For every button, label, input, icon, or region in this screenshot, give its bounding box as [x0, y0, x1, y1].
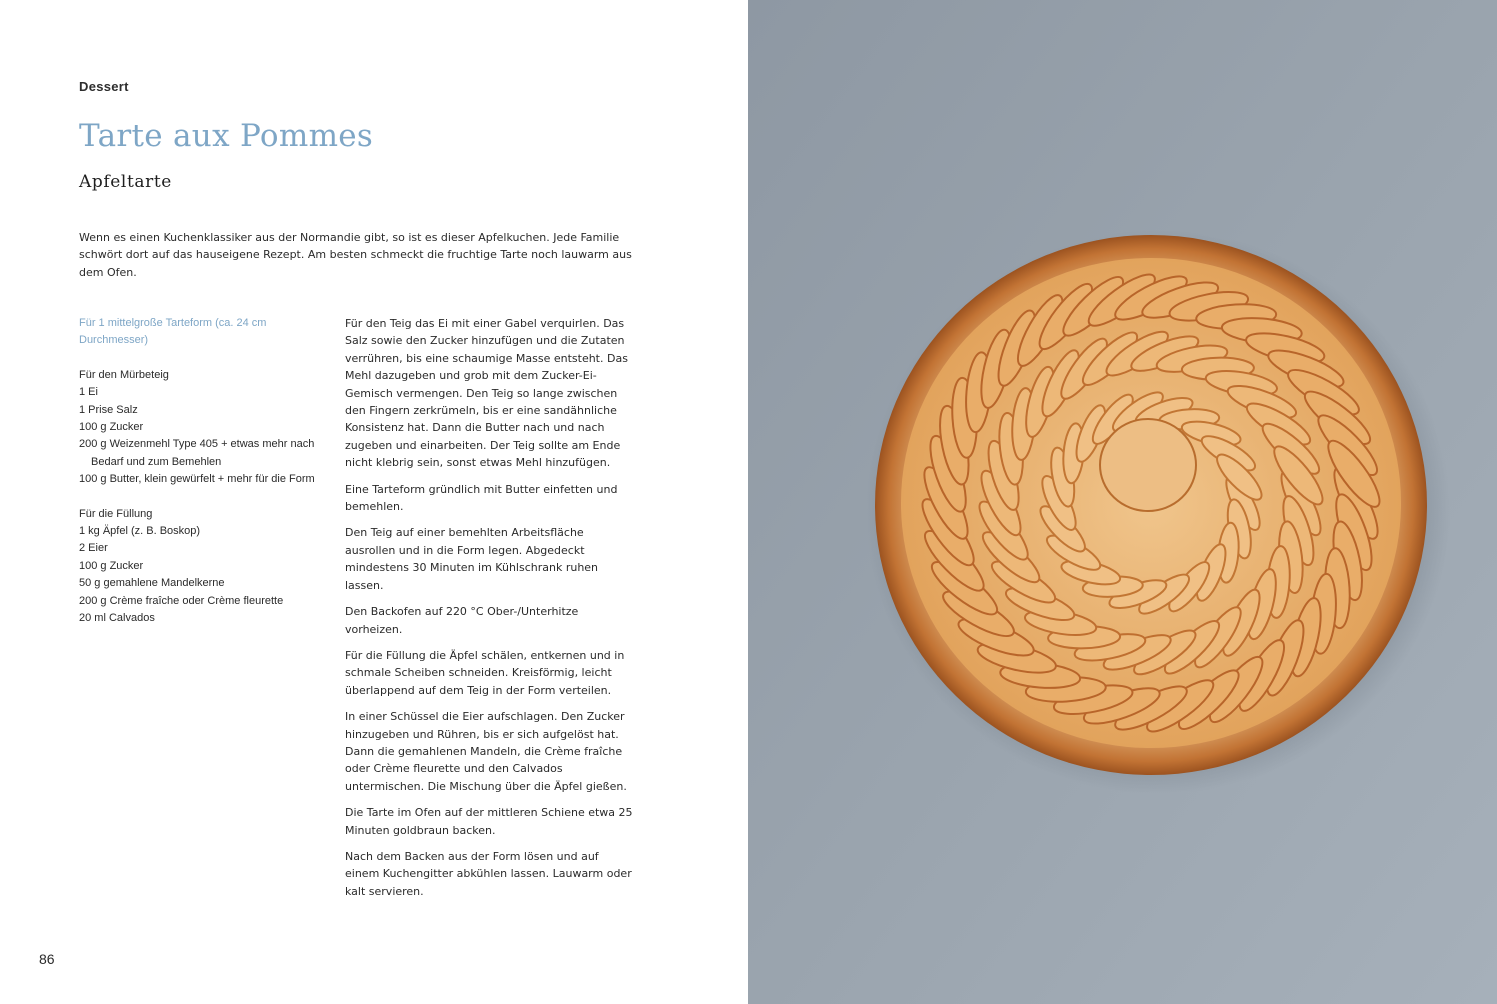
ingredient-item: 20 ml Calvados: [79, 612, 155, 625]
tarte-photo: [748, 0, 1497, 1004]
ingredient-group-filling: [79, 506, 329, 628]
recipe-title: Tarte aux Pommes: [79, 118, 374, 154]
method-step: Den Teig auf einer bemehlten Arbeitsfläche ausrollen und in die Form legen. Abgedeckt mindestens 30 Minuten im Kühlschrank ruhen lassen.: [345, 526, 599, 592]
recipe-category: Dessert: [79, 79, 129, 94]
method-step: In einer Schüssel die Eier aufschlagen. Den Zucker hinzugeben und Rühren, bis er sich aufgelöst hat. Dann die gemahlenen Mandeln, die Crème fraîche oder Crème fleurette und den Calvados untermischen. Die Mischung über die Äpfel gießen.: [345, 710, 627, 793]
ingredient-item: 200 g Weizenmehl Type 405 + etwas mehr nach Bedarf und zum Bemehlen: [79, 438, 315, 468]
recipe-intro: Wenn es einen Kuchenklassiker aus der Normandie gibt, so ist es dieser Apfelkuchen. Jede Familie schwört dort auf das hauseigene Rezept. Am besten schmeckt die fruchtige Tarte noch lauwarm aus dem Ofen.: [79, 231, 632, 279]
ingredient-item: 1 kg Äpfel (z. B. Boskop): [79, 525, 201, 538]
ingredient-item: 50 g gemahlene Mandelkerne: [79, 577, 225, 590]
method-step: Die Tarte im Ofen auf der mittleren Schiene etwa 25 Minuten goldbraun backen.: [345, 806, 633, 837]
ingredients-column: [79, 315, 329, 628]
ingredient-group-dough: [79, 367, 329, 489]
ingredient-item: 200 g Crème fraîche oder Crème fleurette: [79, 594, 284, 607]
recipe-subtitle: Apfeltarte: [79, 172, 172, 192]
method-column: [345, 315, 633, 909]
method-step: Den Backofen auf 220 °C Ober-/Unterhitze vorheizen.: [345, 605, 579, 636]
ingredient-item: 100 g Butter, klein gewürfelt + mehr für die Form: [79, 473, 315, 486]
ingredients-heading: Für 1 mittelgroße Tarteform (ca. 24 cm Durchmesser): [79, 317, 267, 347]
ingredient-item: 100 g Zucker: [79, 421, 144, 434]
tarte-center-rosette: [1100, 419, 1196, 511]
tarte-photo-illustration: [748, 0, 1497, 1004]
method-step: Für die Füllung die Äpfel schälen, entkernen und in schmale Scheiben schneiden. Kreisförmig, leicht überlappend auf dem Teig in der Form verteilen.: [345, 648, 625, 697]
ingredient-item: 100 g Zucker: [79, 559, 144, 572]
left-page: [0, 0, 748, 1004]
method-step: Eine Tarteform gründlich mit Butter einfetten und bemehlen.: [345, 482, 618, 514]
ingredient-group-title: Für den Mürbeteig: [79, 368, 169, 381]
page-number: 86: [39, 951, 55, 967]
method-step: Nach dem Backen aus der Form lösen und auf einem Kuchengitter abkühlen lassen. Lauwarm oder kalt servieren.: [345, 849, 632, 898]
ingredient-group-title: Für die Füllung: [79, 507, 153, 520]
ingredient-item: 1 Ei: [79, 386, 98, 399]
method-step: Für den Teig das Ei mit einer Gabel verquirlen. Das Salz sowie den Zucker hinzufügen und die Zutaten verrühren, bis eine schaumige Masse entsteht. Das Mehl dazugeben und grob mit dem Zucker-Ei-Gemisch vermengen. Den Teig so lange zwischen den Fingern zerkrümeln, bis er eine sandähnliche Konsistenz hat. Dann die Butter nach und nach zugeben und einarbeiten. Der Teig sollte am Ende nicht klebrig sein, sonst etwas Mehl hinzufügen.: [345, 317, 628, 470]
ingredient-item: 1 Prise Salz: [79, 403, 138, 416]
ingredient-item: 2 Eier: [79, 542, 108, 555]
